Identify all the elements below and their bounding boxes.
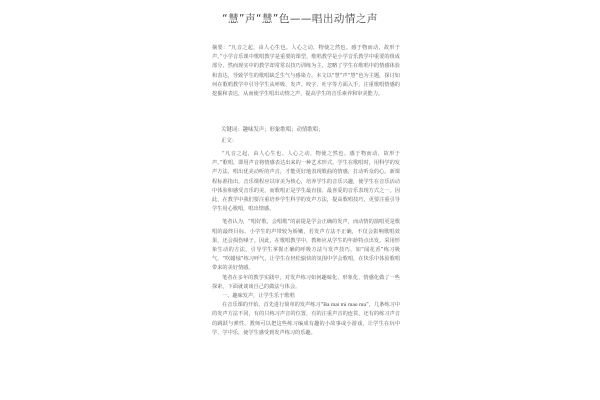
body-paragraph: “凡音之起，由人心生也。人心之动，物使之然也。感于物而动，故形于声。”歌唱，即用声音将情感表达出来的一种艺术形式。学生在歌唱时，用科学的发声方法，唱出优美动听的声音，才能更好地表现歌曲的情感，打动听众的心。新课程标准指出，音乐课程应以审美为核心，培养学生的音乐兴趣，使学生在音乐活动中体验和感受音乐的美，而歌唱正是学生最直接、最喜爱的音乐表现方式之一。因此，在教学中我们要注重培养学生科学的发声方法，提高歌唱技巧，更要注重引导学生用心歌唱，唱出情感。 — [212, 151, 400, 213]
document-title: “慧”声“慧”色——唱出动情之声 — [222, 13, 378, 25]
body-paragraph: 笔者在多年的教学实践中，对发声练习如何趣味化、形象化、情感化做了一些探索，下面就谈谈自己的做法与体会。 — [212, 274, 400, 290]
section-heading: 一、趣味发声，让学生乐于歌唱 — [222, 293, 295, 300]
body-paragraph: 在音乐课的开始，首先进行简单的发声练习“Ba mai mi mao mu”，几条练习中的发声方法不同，有的只练习声音的位置，有的注重声音的连贯，还有的练习声音的跳跃与弹性。教师可以把这些练习编成有趣的小故事或小游戏，让学生在玩中学、学中乐，使学生感受到发声练习的乐趣。 — [212, 302, 400, 336]
abstract-text: 摘要：“凡音之起，由人心生也。人心之动，物使之然也。感于物而动，故形于声。”小学音乐课中歌唱教学是重要的课型，歌唱教学是小学音乐教学中重要的组成部分，然而现实中的教学却常常以技巧训练为主，忽略了学生在歌唱中的情感体验和表达，导致学生的歌唱缺乏生气与感染力。本文以“慧”声“慧”色为主题，探讨如何在歌唱教学中引导学生从呼吸、发声、咬字、吐字等方面入手，注重歌唱情感的挖掘和表达，从而使学生唱出动情之声，提高学生的音乐素养和审美能力。 — [212, 45, 400, 98]
keywords-line: 关键词：趣味发声；形象歌唱；动情歌唱； — [221, 127, 324, 133]
abstract-section — [212, 44, 400, 99]
body-paragraph: 笔者认为，“唱好歌，会唱歌”的前提是学会正确的发声，而动情的演唱更是歌唱的最终目标。小学生的声带较为娇嫩，若发声方法不正确，不仅会影响歌唱效果，还会损伤嗓子。因此，在歌唱教学中，教师应从学生的年龄特点出发，采用形象生动的方法，引导学生掌握正确的呼吸方法与发声技巧，如“闻花香”练习吸气、“吹蜡烛”练习呼气，让学生在轻松愉快的氛围中学会歌唱，在快乐中体验歌唱带来的美好情感。 — [212, 219, 400, 272]
body-section — [212, 150, 400, 338]
pinyin-phrase: Ba mai mi mao mu — [323, 302, 367, 309]
main-text-label: 正文： — [221, 138, 238, 144]
